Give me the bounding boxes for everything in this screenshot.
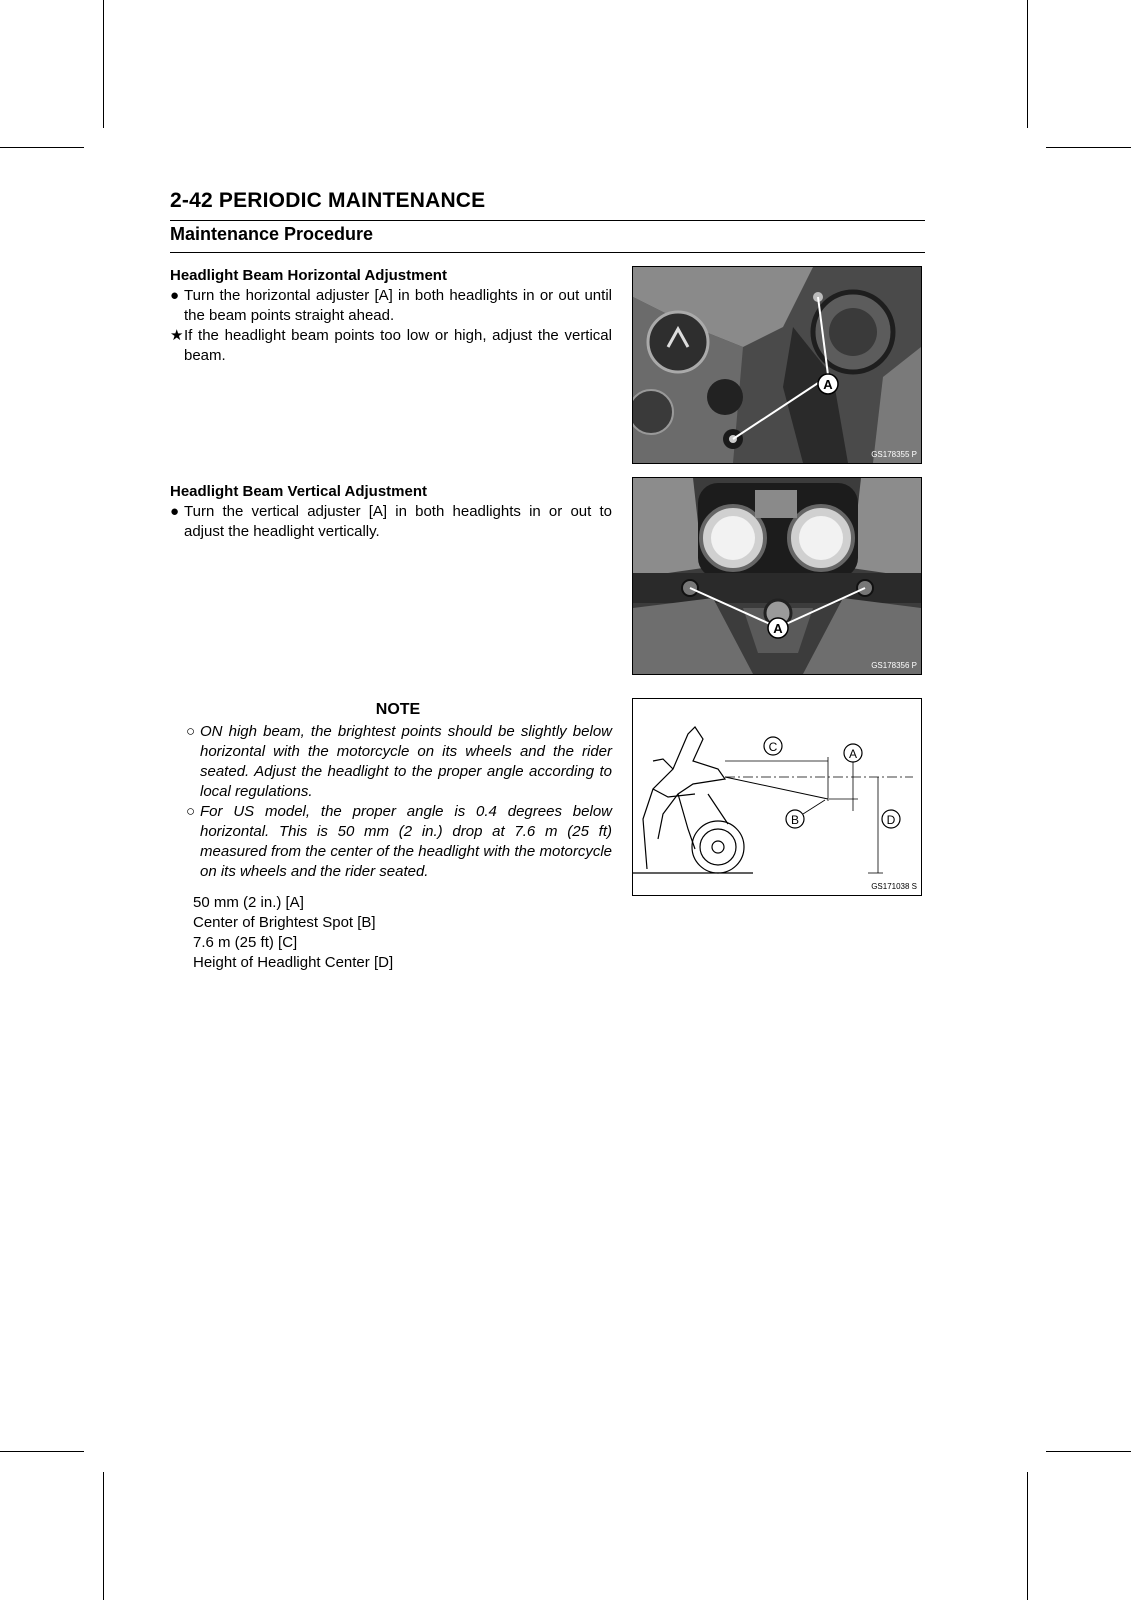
crop-mark — [1027, 0, 1028, 128]
horizontal-adjuster-photo — [632, 266, 922, 464]
vertical-adjustment-section — [170, 482, 612, 542]
legend-item: 7.6 m (25 ft) [C] — [193, 934, 298, 951]
crop-mark — [0, 147, 84, 148]
title-rule — [170, 220, 925, 221]
vertical-adjuster-photo — [632, 477, 922, 675]
step-text: If the headlight beam points too low or high, adjust the vertical beam. — [184, 327, 612, 364]
bullet-icon: ● — [170, 503, 180, 520]
diagram-label-d: D — [886, 813, 896, 827]
crop-mark — [1027, 1472, 1028, 1600]
list-item — [170, 722, 612, 802]
crop-mark — [0, 1451, 84, 1452]
list-item — [170, 326, 612, 366]
figure-code: GS171038 S — [871, 882, 917, 891]
legend-item: 50 mm (2 in.) [A] — [193, 894, 304, 911]
step-text: Turn the horizontal adjuster [A] in both headlights in or out until the beam points straight ahead. — [184, 287, 612, 324]
diagram-label-a: A — [848, 747, 858, 761]
page-title: 2-42 PERIODIC MAINTENANCE — [170, 189, 486, 212]
legend-item: Center of Brightest Spot [B] — [193, 914, 376, 931]
list-item — [170, 802, 612, 882]
star-icon: ★ — [170, 327, 184, 344]
horizontal-adjustment-title: Headlight Beam Horizontal Adjustment — [170, 267, 447, 284]
circle-bullet-icon: ○ — [186, 723, 196, 740]
callout-a: A — [773, 621, 783, 636]
crop-mark — [1046, 147, 1131, 148]
callout-a: A — [823, 377, 833, 392]
legend-item: Height of Headlight Center [D] — [193, 954, 394, 971]
note-text: For US model, the proper angle is 0.4 degrees below horizontal. This is 50 mm (2 in.) drop at 7.6 m (25 ft) measured from the center of the headlight with the motorcycle on its wheels and the rider seated. — [200, 803, 612, 880]
note-section — [170, 700, 612, 882]
circle-bullet-icon: ○ — [186, 803, 196, 820]
section-title: Maintenance Procedure — [170, 224, 374, 244]
diagram-label-b: B — [790, 813, 800, 827]
crop-mark — [103, 0, 104, 128]
step-text: Turn the vertical adjuster [A] in both headlights in or out to adjust the headlight vertically. — [184, 503, 612, 540]
bullet-icon: ● — [170, 287, 180, 304]
section-rule — [170, 252, 925, 253]
figure-code: GS178356 P — [871, 661, 917, 670]
crop-mark — [1046, 1451, 1131, 1452]
horizontal-adjustment-section — [170, 266, 612, 366]
note-text: ON high beam, the brightest points should be slightly below horizontal with the motorcycle on its wheels and the rider seated. Adjust the headlight to the proper angle according to local regulations. — [200, 723, 612, 800]
diagram-label-c: C — [768, 740, 778, 754]
vertical-adjustment-title: Headlight Beam Vertical Adjustment — [170, 483, 428, 500]
figure-legend — [193, 893, 393, 973]
list-item — [170, 286, 612, 326]
headlight-aim-diagram — [632, 698, 922, 896]
crop-mark — [103, 1472, 104, 1600]
list-item — [170, 502, 612, 542]
note-title: NOTE — [375, 701, 421, 718]
figure-code: GS178355 P — [871, 450, 917, 459]
